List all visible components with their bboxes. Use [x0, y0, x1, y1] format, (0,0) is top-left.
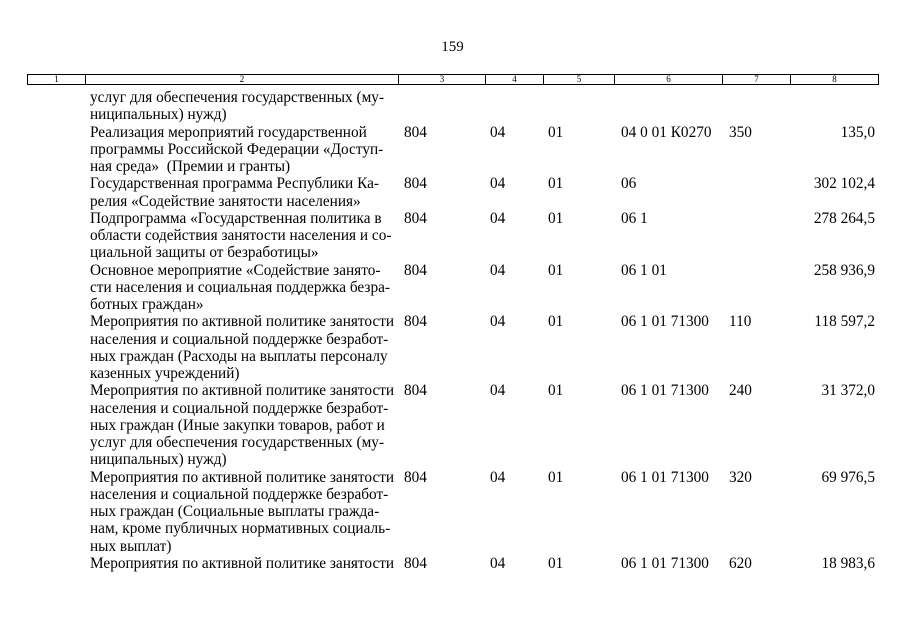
description-line: ниципальных) нужд) [90, 451, 227, 469]
section-code: 04 [490, 554, 506, 572]
department-code: 804 [404, 175, 427, 193]
department-code: 804 [404, 313, 427, 331]
department-code: 804 [404, 554, 427, 572]
row-description [85, 382, 398, 468]
amount: 18 983,6 [821, 554, 875, 572]
subsection-code: 01 [548, 209, 564, 227]
expense-type-code: 620 [729, 554, 752, 572]
description-line: населения и социальной поддержке безработ- [90, 399, 389, 417]
description-line: Государственная программа Республики Ка- [90, 175, 379, 193]
table-row [27, 262, 879, 314]
row-spacer [27, 210, 85, 262]
description-line: релия «Содействие занятости населения» [90, 192, 361, 210]
subsection-code: 01 [548, 175, 564, 193]
description-line: ниципальных) нужд) [90, 106, 227, 124]
description-line: услуг для обеспечения государственных (му- [90, 89, 385, 106]
amount: 69 976,5 [821, 468, 875, 486]
table-body [27, 89, 879, 572]
target-item-code: 06 1 01 71300 [621, 468, 709, 486]
subsection-code: 01 [548, 554, 564, 572]
column-header-1: 1 [27, 74, 85, 85]
expense-type-code: 320 [729, 468, 752, 486]
amount: 135,0 [840, 123, 875, 141]
section-code: 04 [490, 382, 506, 400]
table-row [27, 469, 879, 555]
target-item-code: 06 1 01 71300 [621, 382, 709, 400]
amount: 258 936,9 [813, 261, 875, 279]
description-line: Мероприятия по активной политике занятости [90, 554, 395, 572]
subsection-code: 01 [548, 261, 564, 279]
description-line: Реализация мероприятий государственной [90, 123, 367, 141]
column-header-3: 3 [398, 74, 485, 85]
table-row [27, 382, 879, 468]
row-spacer [27, 124, 85, 176]
description-line: Мероприятия по активной политике занятости [90, 468, 395, 486]
table-row [27, 555, 879, 572]
row-description [85, 124, 398, 176]
row-description [85, 313, 398, 382]
target-item-code: 06 1 01 71300 [621, 313, 709, 331]
description-line: ных граждан (Расходы на выплаты персоналу [90, 347, 388, 365]
amount: 278 264,5 [813, 209, 875, 227]
amount: 31 372,0 [821, 382, 875, 400]
description-line: ботных граждан» [90, 296, 204, 313]
description-line: циальной защиты от безработицы» [90, 244, 319, 262]
department-code: 804 [404, 123, 427, 141]
column-header-2: 2 [85, 74, 398, 85]
row-description [85, 89, 398, 124]
row-description [85, 469, 398, 555]
amount: 302 102,4 [813, 175, 875, 193]
description-line: казенных учреждений) [90, 365, 240, 382]
description-line: услуг для обеспечения государственных (му- [90, 434, 385, 451]
target-item-code: 06 1 01 [621, 261, 667, 279]
expense-type-code [722, 262, 790, 314]
column-header-8: 8 [790, 74, 879, 85]
description-line: Мероприятия по активной политике занятости [90, 382, 395, 400]
row-description [85, 175, 398, 210]
row-spacer [27, 382, 85, 468]
description-line: Подпрограмма «Государственная политика в [90, 209, 382, 227]
section-code: 04 [490, 261, 506, 279]
description-line: населения и социальной поддержке безработ- [90, 330, 389, 348]
table-row [27, 313, 879, 382]
expense-type-code: 110 [729, 313, 752, 331]
description-line: ных выплат) [90, 537, 172, 555]
description-line: Мероприятия по активной политике занятости [90, 313, 395, 331]
row-description [85, 210, 398, 262]
row-spacer [27, 313, 85, 382]
description-line: нам, кроме публичных нормативных социаль- [90, 520, 391, 538]
description-line: Основное мероприятие «Содействие занято- [90, 261, 381, 279]
section-code: 04 [490, 123, 506, 141]
column-header-6: 6 [614, 74, 722, 85]
subsection-code: 01 [548, 313, 564, 331]
description-line: ная среда» (Премии и гранты) [90, 158, 291, 175]
target-item-code: 06 1 01 71300 [621, 554, 709, 572]
expense-type-code [722, 210, 790, 262]
column-header-4: 4 [485, 74, 543, 85]
amount: 118 597,2 [814, 313, 875, 331]
description-line: сти населения и социальная поддержка безра- [90, 278, 390, 296]
row-spacer [27, 89, 85, 124]
table-row [27, 210, 879, 262]
department-code: 804 [404, 382, 427, 400]
description-line: населения и социальной поддержке безработ- [90, 485, 389, 503]
table-row [27, 89, 879, 124]
section-code: 04 [490, 175, 506, 193]
description-line: ных граждан (Иные закупки товаров, работ и [90, 416, 385, 434]
expense-type-code [722, 175, 790, 210]
target-item-code: 04 0 01 К0270 [621, 123, 712, 141]
section-code: 04 [490, 468, 506, 486]
row-spacer [27, 555, 85, 572]
column-header-5: 5 [543, 74, 614, 85]
page-number: 159 [441, 39, 464, 55]
row-spacer [27, 262, 85, 314]
expense-type-code: 240 [729, 382, 752, 400]
target-item-code: 06 1 [621, 209, 648, 227]
subsection-code: 01 [548, 123, 564, 141]
department-code: 804 [404, 209, 427, 227]
subsection-code: 01 [548, 382, 564, 400]
table-row [27, 175, 879, 210]
description-line: программы Российской Федерации «Доступ- [90, 140, 384, 158]
row-spacer [27, 175, 85, 210]
row-description [85, 262, 398, 314]
description-line: области содействия занятости населения и со- [90, 227, 392, 244]
expense-type-code: 350 [729, 123, 752, 141]
section-code: 04 [490, 313, 506, 331]
column-header-7: 7 [722, 74, 790, 85]
table-header-row [27, 74, 879, 85]
table-row [27, 124, 879, 176]
department-code: 804 [404, 468, 427, 486]
description-line: ных граждан (Социальные выплаты гражда- [90, 503, 380, 520]
section-code: 04 [490, 209, 506, 227]
row-description [85, 555, 398, 572]
subsection-code: 01 [548, 468, 564, 486]
row-spacer [27, 469, 85, 555]
department-code: 804 [404, 261, 427, 279]
target-item-code: 06 [621, 175, 637, 193]
